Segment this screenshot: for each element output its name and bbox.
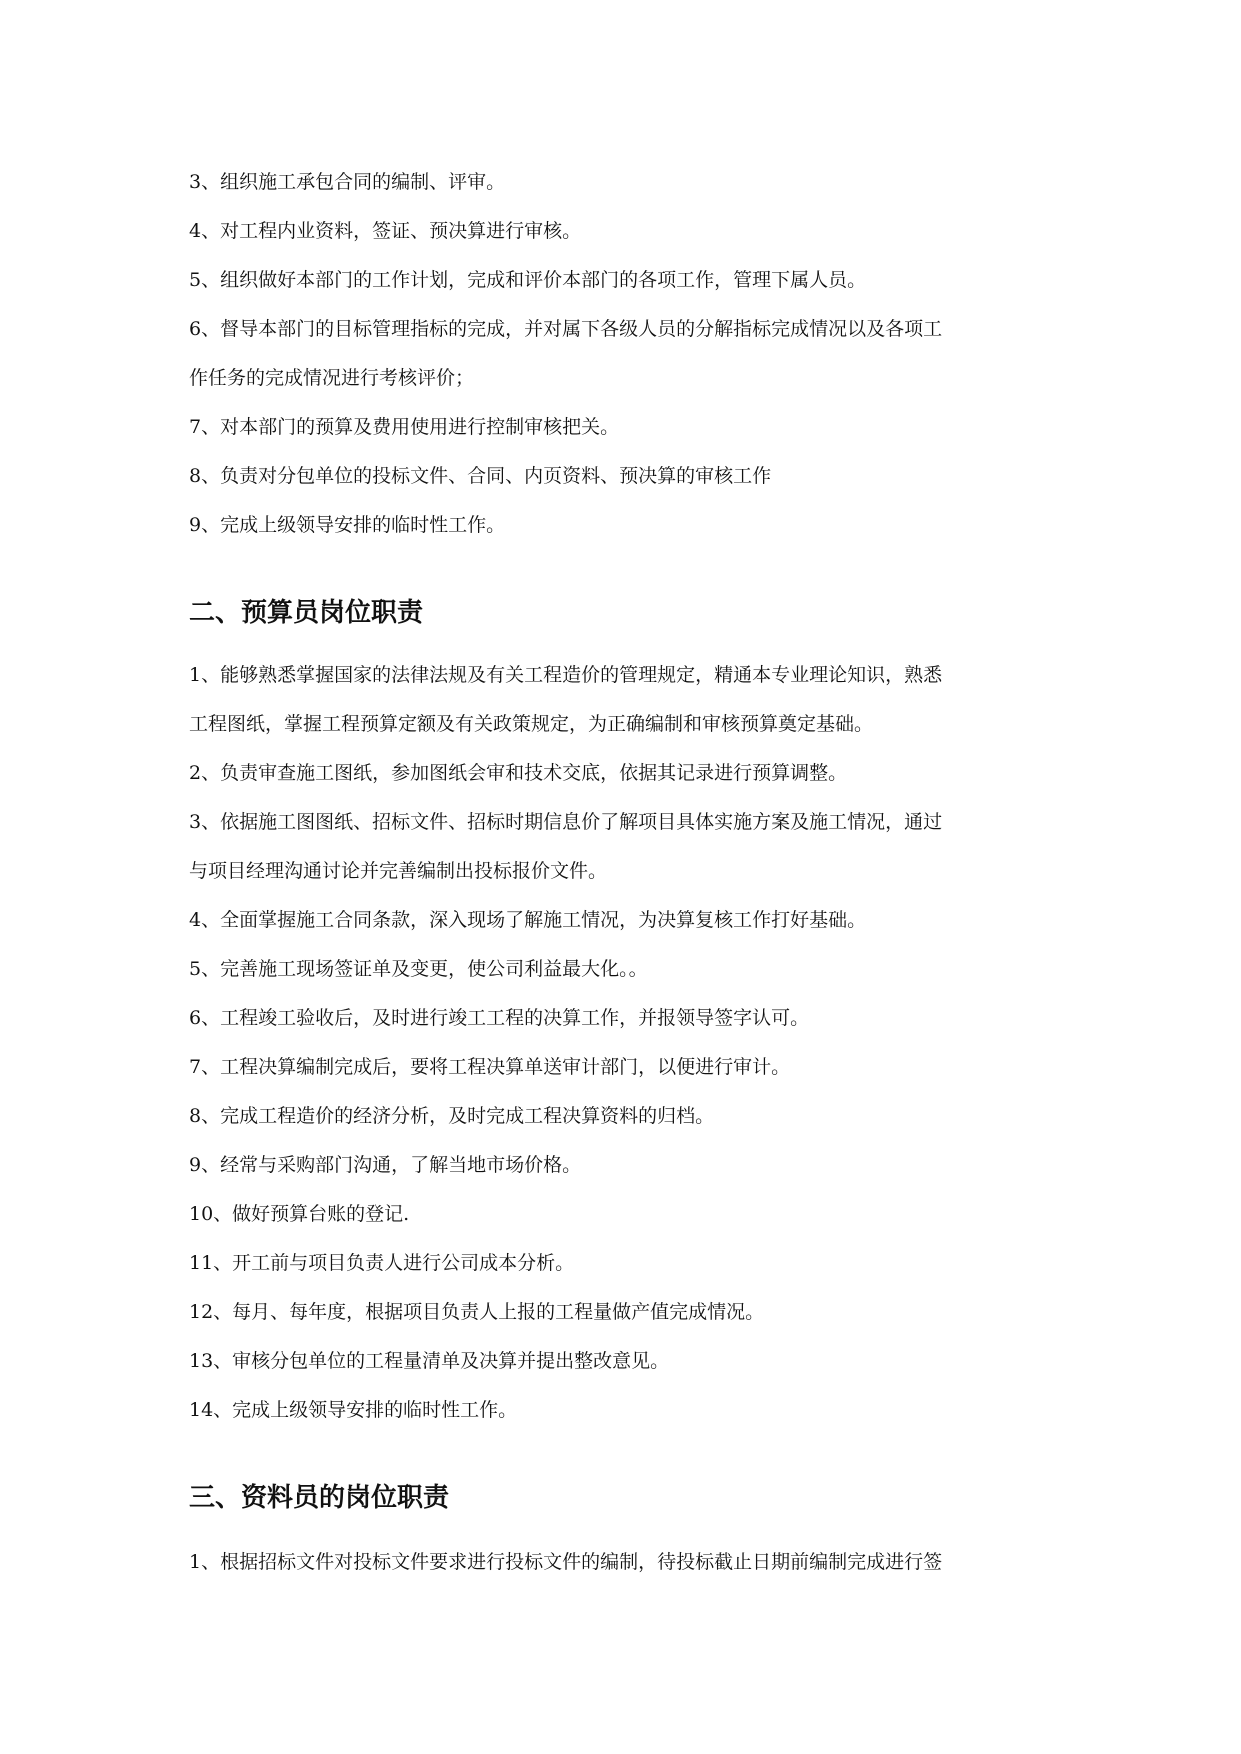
list-item: 9、完成上级领导安排的临时性工作。 xyxy=(189,514,506,536)
document-body xyxy=(189,158,1051,1587)
section-heading-document-clerk: 三、资料员的岗位职责 xyxy=(189,1483,450,1513)
list-item: 2、负责审查施工图纸，参加图纸会审和技术交底，依据其记录进行预算调整。 xyxy=(189,762,848,784)
list-item: 14、完成上级领导安排的临时性工作。 xyxy=(189,1399,518,1421)
list-item: 6、督导本部门的目标管理指标的完成，并对属下各级人员的分解指标完成情况以及各项工 xyxy=(189,318,943,340)
spacer xyxy=(189,550,1051,593)
list-item: 1、能够熟悉掌握国家的法律法规及有关工程造价的管理规定，精通本专业理论知识，熟悉 xyxy=(189,664,943,686)
budget-officer-duties-list xyxy=(189,651,1051,1435)
list-item: 7、工程决算编制完成后，要将工程决算单送审计部门，以便进行审计。 xyxy=(189,1056,791,1078)
spacer xyxy=(189,1435,1051,1478)
list-item: 3、依据施工图图纸、招标文件、招标时期信息价了解项目具体实施方案及施工情况，通过 xyxy=(189,811,943,833)
spacer xyxy=(189,633,1051,651)
section-heading-budget-officer: 二、预算员岗位职责 xyxy=(189,598,424,628)
list-item: 4、全面掌握施工合同条款，深入现场了解施工情况，为决算复核工作打好基础。 xyxy=(189,909,867,931)
document-clerk-duties-list xyxy=(189,1538,1051,1587)
spacer xyxy=(189,1518,1051,1538)
list-item: 13、审核分包单位的工程量清单及决算并提出整改意见。 xyxy=(189,1350,670,1372)
list-item: 3、组织施工承包合同的编制、评审。 xyxy=(189,171,506,193)
list-item: 5、完善施工现场签证单及变更，使公司利益最大化。。 xyxy=(189,958,648,980)
list-item: 工程图纸，掌握工程预算定额及有关政策规定，为正确编制和审核预算奠定基础。 xyxy=(189,713,874,735)
list-item: 5、组织做好本部门的工作计划，完成和评价本部门的各项工作，管理下属人员。 xyxy=(189,269,867,291)
intro-list xyxy=(189,158,1051,550)
list-item: 与项目经理沟通讨论并完善编制出投标报价文件。 xyxy=(189,860,608,882)
list-item: 7、对本部门的预算及费用使用进行控制审核把关。 xyxy=(189,416,620,438)
list-item: 12、每月、每年度，根据项目负责人上报的工程量做产值完成情况。 xyxy=(189,1301,765,1323)
list-item: 9、经常与采购部门沟通，了解当地市场价格。 xyxy=(189,1154,582,1176)
list-item: 10、做好预算台账的登记. xyxy=(189,1203,410,1225)
list-item: 1、根据招标文件对投标文件要求进行投标文件的编制，待投标截止日期前编制完成进行签 xyxy=(189,1551,943,1573)
list-item: 4、对工程内业资料，签证、预决算进行审核。 xyxy=(189,220,582,242)
list-item: 作任务的完成情况进行考核评价； xyxy=(189,367,475,389)
list-item: 6、工程竣工验收后，及时进行竣工工程的决算工作，并报领导签字认可。 xyxy=(189,1007,810,1029)
list-item: 11、开工前与项目负责人进行公司成本分析。 xyxy=(189,1252,575,1274)
list-item: 8、完成工程造价的经济分析，及时完成工程决算资料的归档。 xyxy=(189,1105,715,1127)
list-item: 8、负责对分包单位的投标文件、合同、内页资料、预决算的审核工作 xyxy=(189,465,772,487)
